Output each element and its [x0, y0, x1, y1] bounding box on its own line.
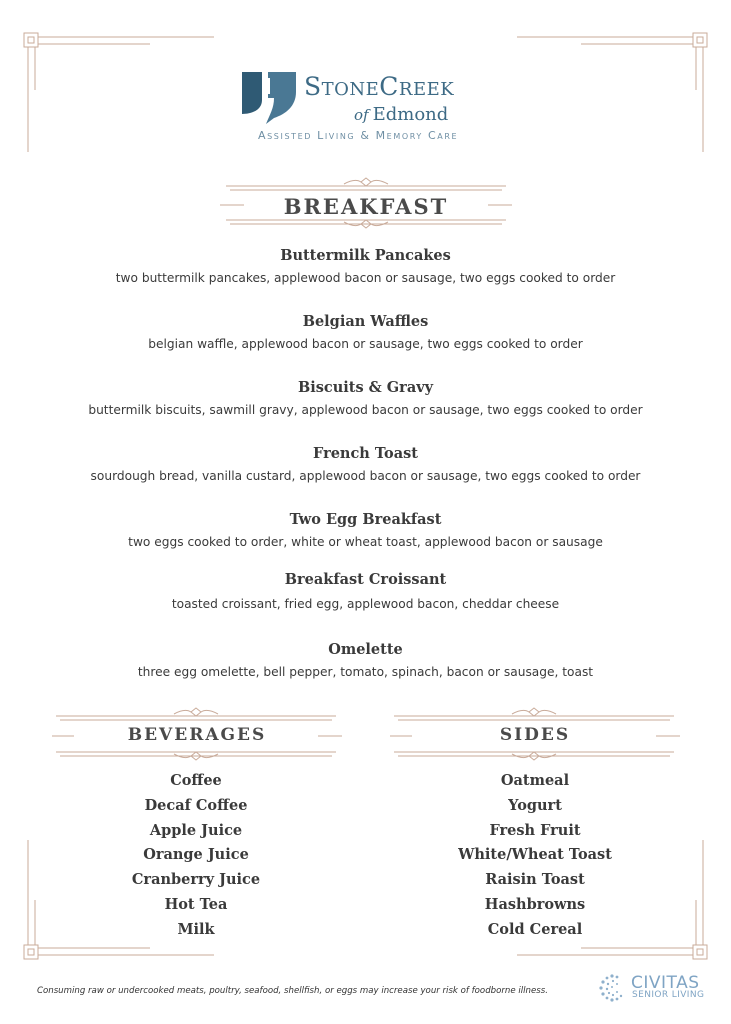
menu-item [0, 312, 731, 354]
menu-item-name: Biscuits & Gravy [297, 379, 434, 396]
sides-header [390, 702, 680, 764]
menu-item [0, 570, 731, 614]
list-item: Orange Juice [143, 846, 249, 864]
brand-city: Edmond [372, 104, 449, 125]
list-item: Raisin Toast [485, 871, 585, 889]
beverages-list [96, 769, 296, 943]
menu-item-desc: two eggs cooked to order, white or wheat toast, applewood bacon or sausage [128, 535, 603, 549]
sides-title: SIDES [499, 725, 571, 745]
menu-item-desc: toasted croissant, fried egg, applewood bacon, cheddar cheese [171, 597, 560, 611]
beverages-title: BEVERAGES [127, 725, 267, 745]
menu-item-name: Buttermilk Pancakes [280, 247, 451, 264]
civitas-logo [597, 970, 707, 1004]
breakfast-header [220, 172, 512, 232]
menu-item-desc: three egg omelette, bell pepper, tomato, spinach, bacon or sausage, toast [137, 665, 594, 679]
civitas-name: CIVITAS [631, 973, 700, 993]
list-item: Yogurt [508, 796, 562, 814]
list-item: Milk [177, 920, 215, 938]
menu-item-name: French Toast [313, 445, 418, 462]
civitas-tagline: SENIOR LIVING [632, 990, 705, 1000]
list-item: Cold Cereal [487, 920, 583, 938]
brand-location [354, 104, 448, 125]
menu-item-name: Omelette [328, 641, 403, 658]
list-item: Apple Juice [149, 821, 243, 839]
beverages-header [52, 702, 342, 764]
menu-item-name: Breakfast Croissant [284, 571, 447, 588]
breakfast-title: BREAKFAST [283, 194, 449, 219]
brand-name: StoneCreek [304, 72, 455, 101]
stonecreek-logo [238, 68, 508, 148]
civitas-dots-icon [597, 972, 631, 1004]
menu-item-desc: belgian waffle, applewood bacon or sausage, two eggs cooked to order [148, 337, 583, 351]
list-item: Decaf Coffee [144, 796, 248, 814]
list-item: Hot Tea [164, 895, 228, 913]
menu-item-desc: two buttermilk pancakes, applewood bacon or sausage, two eggs cooked to order [115, 271, 616, 285]
menu-item [0, 378, 731, 420]
stonecreek-mark-icon [240, 70, 298, 126]
menu-item [0, 246, 731, 288]
list-item: Cranberry Juice [131, 871, 261, 889]
menu-item [0, 640, 731, 682]
list-item: Hashbrowns [484, 895, 586, 913]
menu-item-name: Two Egg Breakfast [289, 511, 442, 528]
menu-item [0, 444, 731, 486]
food-safety-disclaimer: Consuming raw or undercooked meats, poultry, seafood, shellfish, or eggs may increase your risk of foodborne illness. [37, 986, 548, 996]
list-item: Fresh Fruit [489, 821, 581, 839]
brand-of: of [354, 106, 369, 124]
list-item: Coffee [170, 772, 222, 789]
menu-item-desc: buttermilk biscuits, sawmill gravy, applewood bacon or sausage, two eggs cooked to order [88, 403, 643, 417]
menu-item-name: Belgian Waffles [302, 313, 429, 330]
menu-item-desc: sourdough bread, vanilla custard, applewood bacon or sausage, two eggs cooked to order [90, 469, 641, 483]
sides-list [425, 769, 645, 943]
list-item: Oatmeal [500, 772, 570, 789]
list-item: White/Wheat Toast [458, 846, 612, 864]
brand-tagline: Assisted Living & Memory Care [258, 129, 459, 142]
menu-item [0, 510, 731, 552]
